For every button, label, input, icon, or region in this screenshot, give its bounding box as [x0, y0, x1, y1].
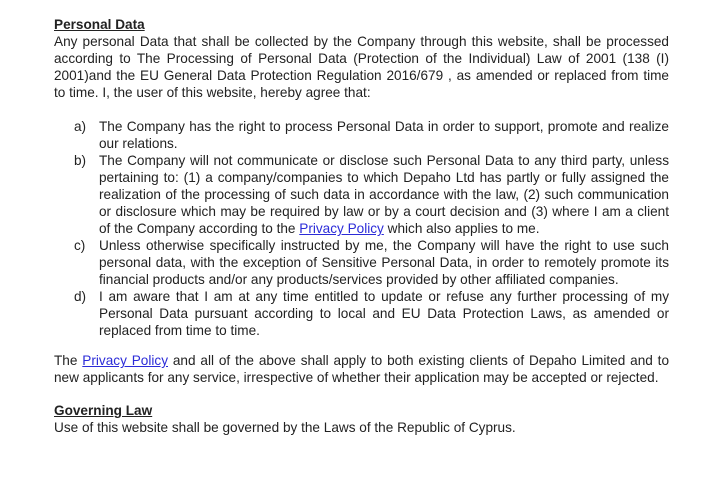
governing-law-text: Use of this website shall be governed by the Laws of the Republic of Cyprus. [54, 420, 516, 435]
list-item-text: Unless otherwise specifically instructed by me, the Company will have the right to use such personal data, with the exception of Sensitive Personal Data, in order to remotely promote its financial products and/or any products/services provided by other affiliated companies. [99, 238, 669, 287]
list-item-text [99, 152, 669, 237]
list-item-text-post: which also applies to me. [383, 221, 540, 236]
personal-data-intro: Any personal Data that shall be collected by the Company through this website, shall be processed according to The Processing of Personal Data (Protection of the Individual) Law of 2001 (138 (I) 2001)and the EU General Data Protection Regulation 2016/679 , as amended or replaced from time to time. I, the user of this website, hereby agree that: [54, 34, 669, 100]
list-item-label: b) [74, 153, 87, 168]
closing-paragraph-post: and all of the above shall apply to both existing clients of Depaho Limited and to new applicants for any service, irrespective of whether their application may be accepted or rejected. [54, 353, 670, 385]
closing-paragraph-pre: The [54, 353, 83, 368]
personal-data-heading: Personal Data [54, 17, 145, 32]
list-item-a [54, 118, 669, 152]
list-item-label: c) [74, 238, 86, 253]
governing-law-heading: Governing Law [54, 403, 153, 418]
list-item-b [54, 152, 669, 237]
list-item-text-pre: The Company will not communicate or disclose such Personal Data to any third party, unless pertaining to: (1) a company/companies to which Depaho Ltd has partly or fully assigned the realization of the processing of such data in accordance with the law, (2) such communication or disclosure which may be required by law or by a court decision and (3) where I am a client of the Company according to the [99, 153, 669, 236]
terms-list [54, 118, 669, 339]
list-item-text: I am aware that I am at any time entitled to update or refuse any further processing of my Personal Data pursuant according to local and EU Data Protection Laws, as amended or replaced from time to time. [99, 289, 669, 338]
list-item-label: d) [74, 289, 87, 304]
list-item-d [54, 288, 669, 339]
list-item-label: a) [74, 119, 87, 134]
list-item-text: The Company has the right to process Personal Data in order to support, promote and realize our relations. [99, 119, 669, 151]
privacy-policy-link[interactable]: Privacy Policy [299, 221, 384, 236]
closing-paragraph [54, 352, 669, 386]
privacy-policy-link[interactable]: Privacy Policy [82, 353, 168, 368]
list-item-c [54, 237, 669, 288]
